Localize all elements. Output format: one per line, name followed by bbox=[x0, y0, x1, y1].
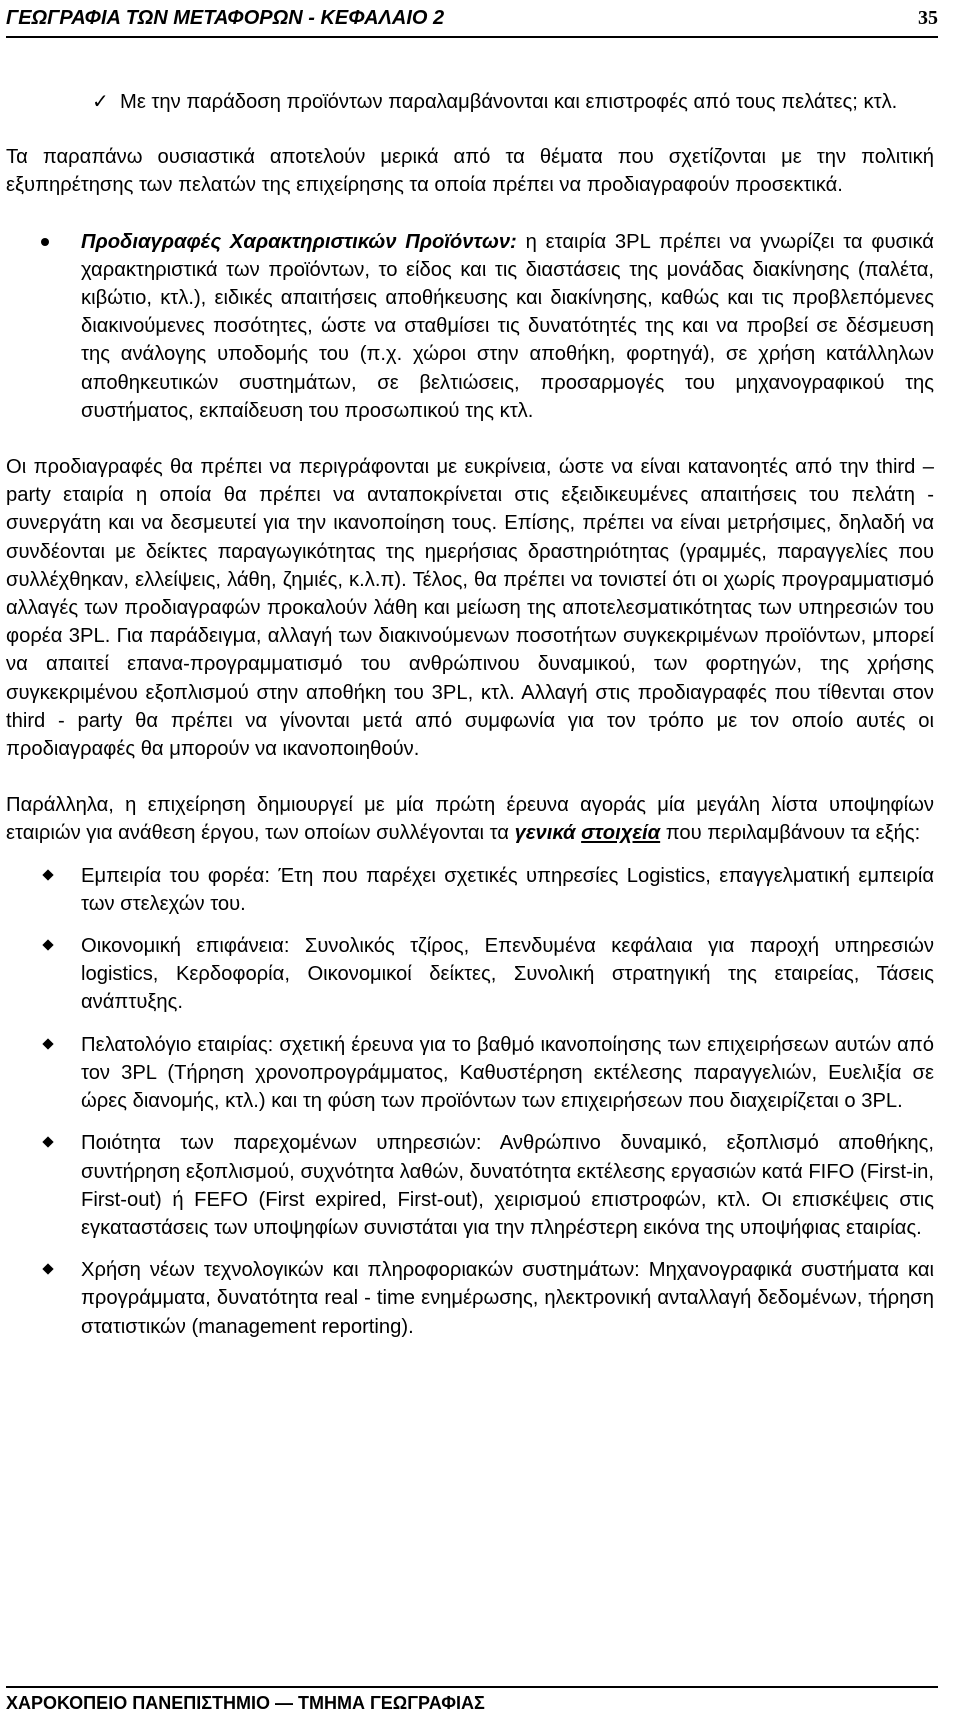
bullet-item-product-specs bbox=[6, 228, 934, 425]
bullet-item-heading: Προδιαγραφές Χαρακτηριστικών Προϊόντων: bbox=[81, 230, 517, 253]
list-item-text: Έτη που παρέχει σχετικές υπηρεσίες Logistics, επαγγελματική εμπειρία των στελεχών του. bbox=[81, 864, 935, 915]
page-number: 35 bbox=[918, 7, 938, 29]
diamond-bullet-icon bbox=[42, 1038, 53, 1049]
parallel-text-before: Παράλληλα, η επιχείρηση δημιουργεί με μία πρώτη έρευνα αγοράς μία μεγάλη λίστα υποψηφίων εταιριών για ανάθεση έργου, των οποίων συλλέγονται τα bbox=[6, 794, 934, 845]
footer-text: ΧΑΡΟΚΟΠΕΙΟ ΠΑΝΕΠΙΣΤΗΜΙΟ — ΤΜΗΜΑ ΓΕΩΓΡΑΦΙΑΣ bbox=[6, 1693, 485, 1713]
page-content bbox=[6, 88, 934, 1341]
emphasis-word-data: στοιχεία bbox=[581, 822, 661, 845]
parallel-text-after: που περιλαμβάνουν τα εξής: bbox=[660, 822, 921, 845]
diamond-bullet-icon bbox=[42, 939, 53, 950]
diamond-bullet-icon bbox=[42, 1263, 53, 1274]
list-item-text: Συνολικός τζίρος, Επενδυμένα κεφάλαια για παροχή υπηρεσιών logistics, Κερδοφορία, Οικονομικοί δείκτες, Συνολική στρατηγική της εταιρείας, Τάσεις ανάπτυξης. bbox=[81, 935, 934, 1014]
list-item-label: Πελατολόγιο εταιρίας: bbox=[81, 1033, 274, 1056]
list-item-text: Μηχανογραφικά συστήματα και προγράμματα, δυνατότητα real - time ενημέρωσης, ηλεκτρονική ανταλλαγή δεδομένων, τήρηση στατιστικών (management reporting). bbox=[81, 1259, 934, 1338]
list-item-text: Ανθρώπινο δυναμικό, εξοπλισμό αποθήκης, συντήρηση εξοπλισμού, συχνότητα λαθών, δυνατότητα εκτέλεσης εργασιών κατά FIFO (First-in, First-out) ή FEFO (First expired, First-out), χειρισμού επιστροφών, κτλ. Οι επισκέψεις στις εγκαταστάσεις των υποψηφίων συνιστάται για την πληρέστερη εικόνα της υποψήφιας εταιρίας. bbox=[81, 1132, 934, 1239]
bullet-item-text: η εταιρία 3PL πρέπει να γνωρίζει τα φυσικά χαρακτηριστικά των προϊόντων, το είδος και τις διαστάσεις της μονάδας διακίνησης (παλέτα, κιβώτιο, κτλ.), ειδικές απαιτήσεις αποθήκευσης και διακίνησης, καθώς και τις προβλεπόμενες διακινούμενες ποσότητες, ώστε να σταθμίσει τις δυνατότητές της και να προβεί σε δέσμευση της ανάλογης υποδομής του (π.χ. χώροι στην αποθήκη, φορτηγά), σε χρήση κατάλληλων αποθηκευτικών συστημάτων, σε βελτιώσεις, προσαρμογές του μηχανογραφικού της συστήματος, εκπαίδευση του προσωπικού της κτλ. bbox=[81, 230, 934, 422]
criteria-list bbox=[6, 862, 934, 1341]
list-item bbox=[6, 862, 934, 918]
bullet-icon bbox=[41, 238, 49, 246]
list-item-label: Εμπειρία του φορέα: bbox=[81, 864, 270, 887]
list-item bbox=[6, 1256, 934, 1341]
diamond-bullet-icon bbox=[42, 1137, 53, 1148]
list-item-label: Ποιότητα των παρεχομένων υπηρεσιών: bbox=[81, 1132, 482, 1155]
specifications-paragraph: Οι προδιαγραφές θα πρέπει να περιγράφονται με ευκρίνεια, ώστε να είναι κατανοητές από την third – party εταιρία η οποία θα πρέπει να ανταποκρίνεται στις εξειδικευμένες απαιτήσεις του πελάτη - συνεργάτη και να δεσμευτεί για την ικανοποίηση τους. Επίσης, πρέπει να είναι μετρήσιμες, δηλαδή να συνδέονται με δείκτες παραγωγικότητας της ημερήσιας δραστηριότητας (γραμμές, παραγγελίες που συλλέχθηκαν, ελλείψεις, λάθη, ζημιές, κ.λ.π). Τέλος, θα πρέπει να τονιστεί ότι οι χωρίς προγραμματισμό αλλαγές των προδιαγραφών προκαλούν λάθη και μείωση της αποτελεσματικότητας των υπηρεσιών του φορέα 3PL. Για παράδειγμα, αλλαγή των διακινούμενων ποσοτήτων συγκεκριμένων προϊόντων, μπορεί να απαιτεί επανα-προγραμματισμό του ανθρώπινου δυναμικού, των φορτηγών, της χρήσης συγκεκριμένου εξοπλισμού στην αποθήκη του 3PL, κτλ. Αλλαγή στις προδιαγραφές που τίθενται στον third - party θα πρέπει να γίνονται μετά από συμφωνία για τον τρόπο με τον οποίο αυτές οι προδιαγραφές θα μπορούν να ικανοποιηθούν. bbox=[6, 456, 934, 761]
list-item-label: Χρήση νέων τεχνολογικών και πληροφοριακών συστημάτων: bbox=[81, 1259, 640, 1282]
list-item-text: σχετική έρευνα για το βαθμό ικανοποίησης των επιχειρήσεων αυτών από τον 3PL (Τήρηση χρονοπρογράμματος, Καθυστέρηση εκτέλεσης παραγγελιών, Ευελιξία σε ώρες διανομής, κτλ.) και τη φύση των προϊόντων των επιχειρήσεων που διαχειρίζεται ο 3PL. bbox=[81, 1033, 934, 1113]
list-item bbox=[6, 932, 934, 1017]
page-footer bbox=[6, 1686, 938, 1720]
checklist-item bbox=[6, 88, 934, 116]
list-item bbox=[6, 1031, 934, 1116]
diamond-bullet-icon bbox=[42, 869, 53, 880]
parallel-paragraph bbox=[6, 791, 934, 847]
list-item bbox=[6, 1129, 934, 1242]
page-header bbox=[6, 0, 938, 38]
checklist-item-text: Με την παράδοση προϊόντων παραλαμβάνονται και επιστροφές από τους πελάτες; κτλ. bbox=[120, 91, 898, 113]
emphasis-word-general: γενικά bbox=[514, 822, 576, 845]
header-title: ΓΕΩΓΡΑΦΙΑ ΤΩΝ ΜΕΤΑΦΟΡΩΝ - ΚΕΦΑΛΑΙΟ 2 bbox=[6, 7, 445, 29]
list-item-label: Οικονομική επιφάνεια: bbox=[81, 935, 290, 958]
summary-paragraph: Τα παραπάνω ουσιαστικά αποτελούν μερικά από τα θέματα που σχετίζονται με την πολιτική εξυπηρέτησης των πελατών της επιχείρησης τα οποία πρέπει να προδιαγραφούν προσεκτικά. bbox=[6, 146, 934, 197]
checkmark-icon: ✓ bbox=[92, 91, 109, 113]
